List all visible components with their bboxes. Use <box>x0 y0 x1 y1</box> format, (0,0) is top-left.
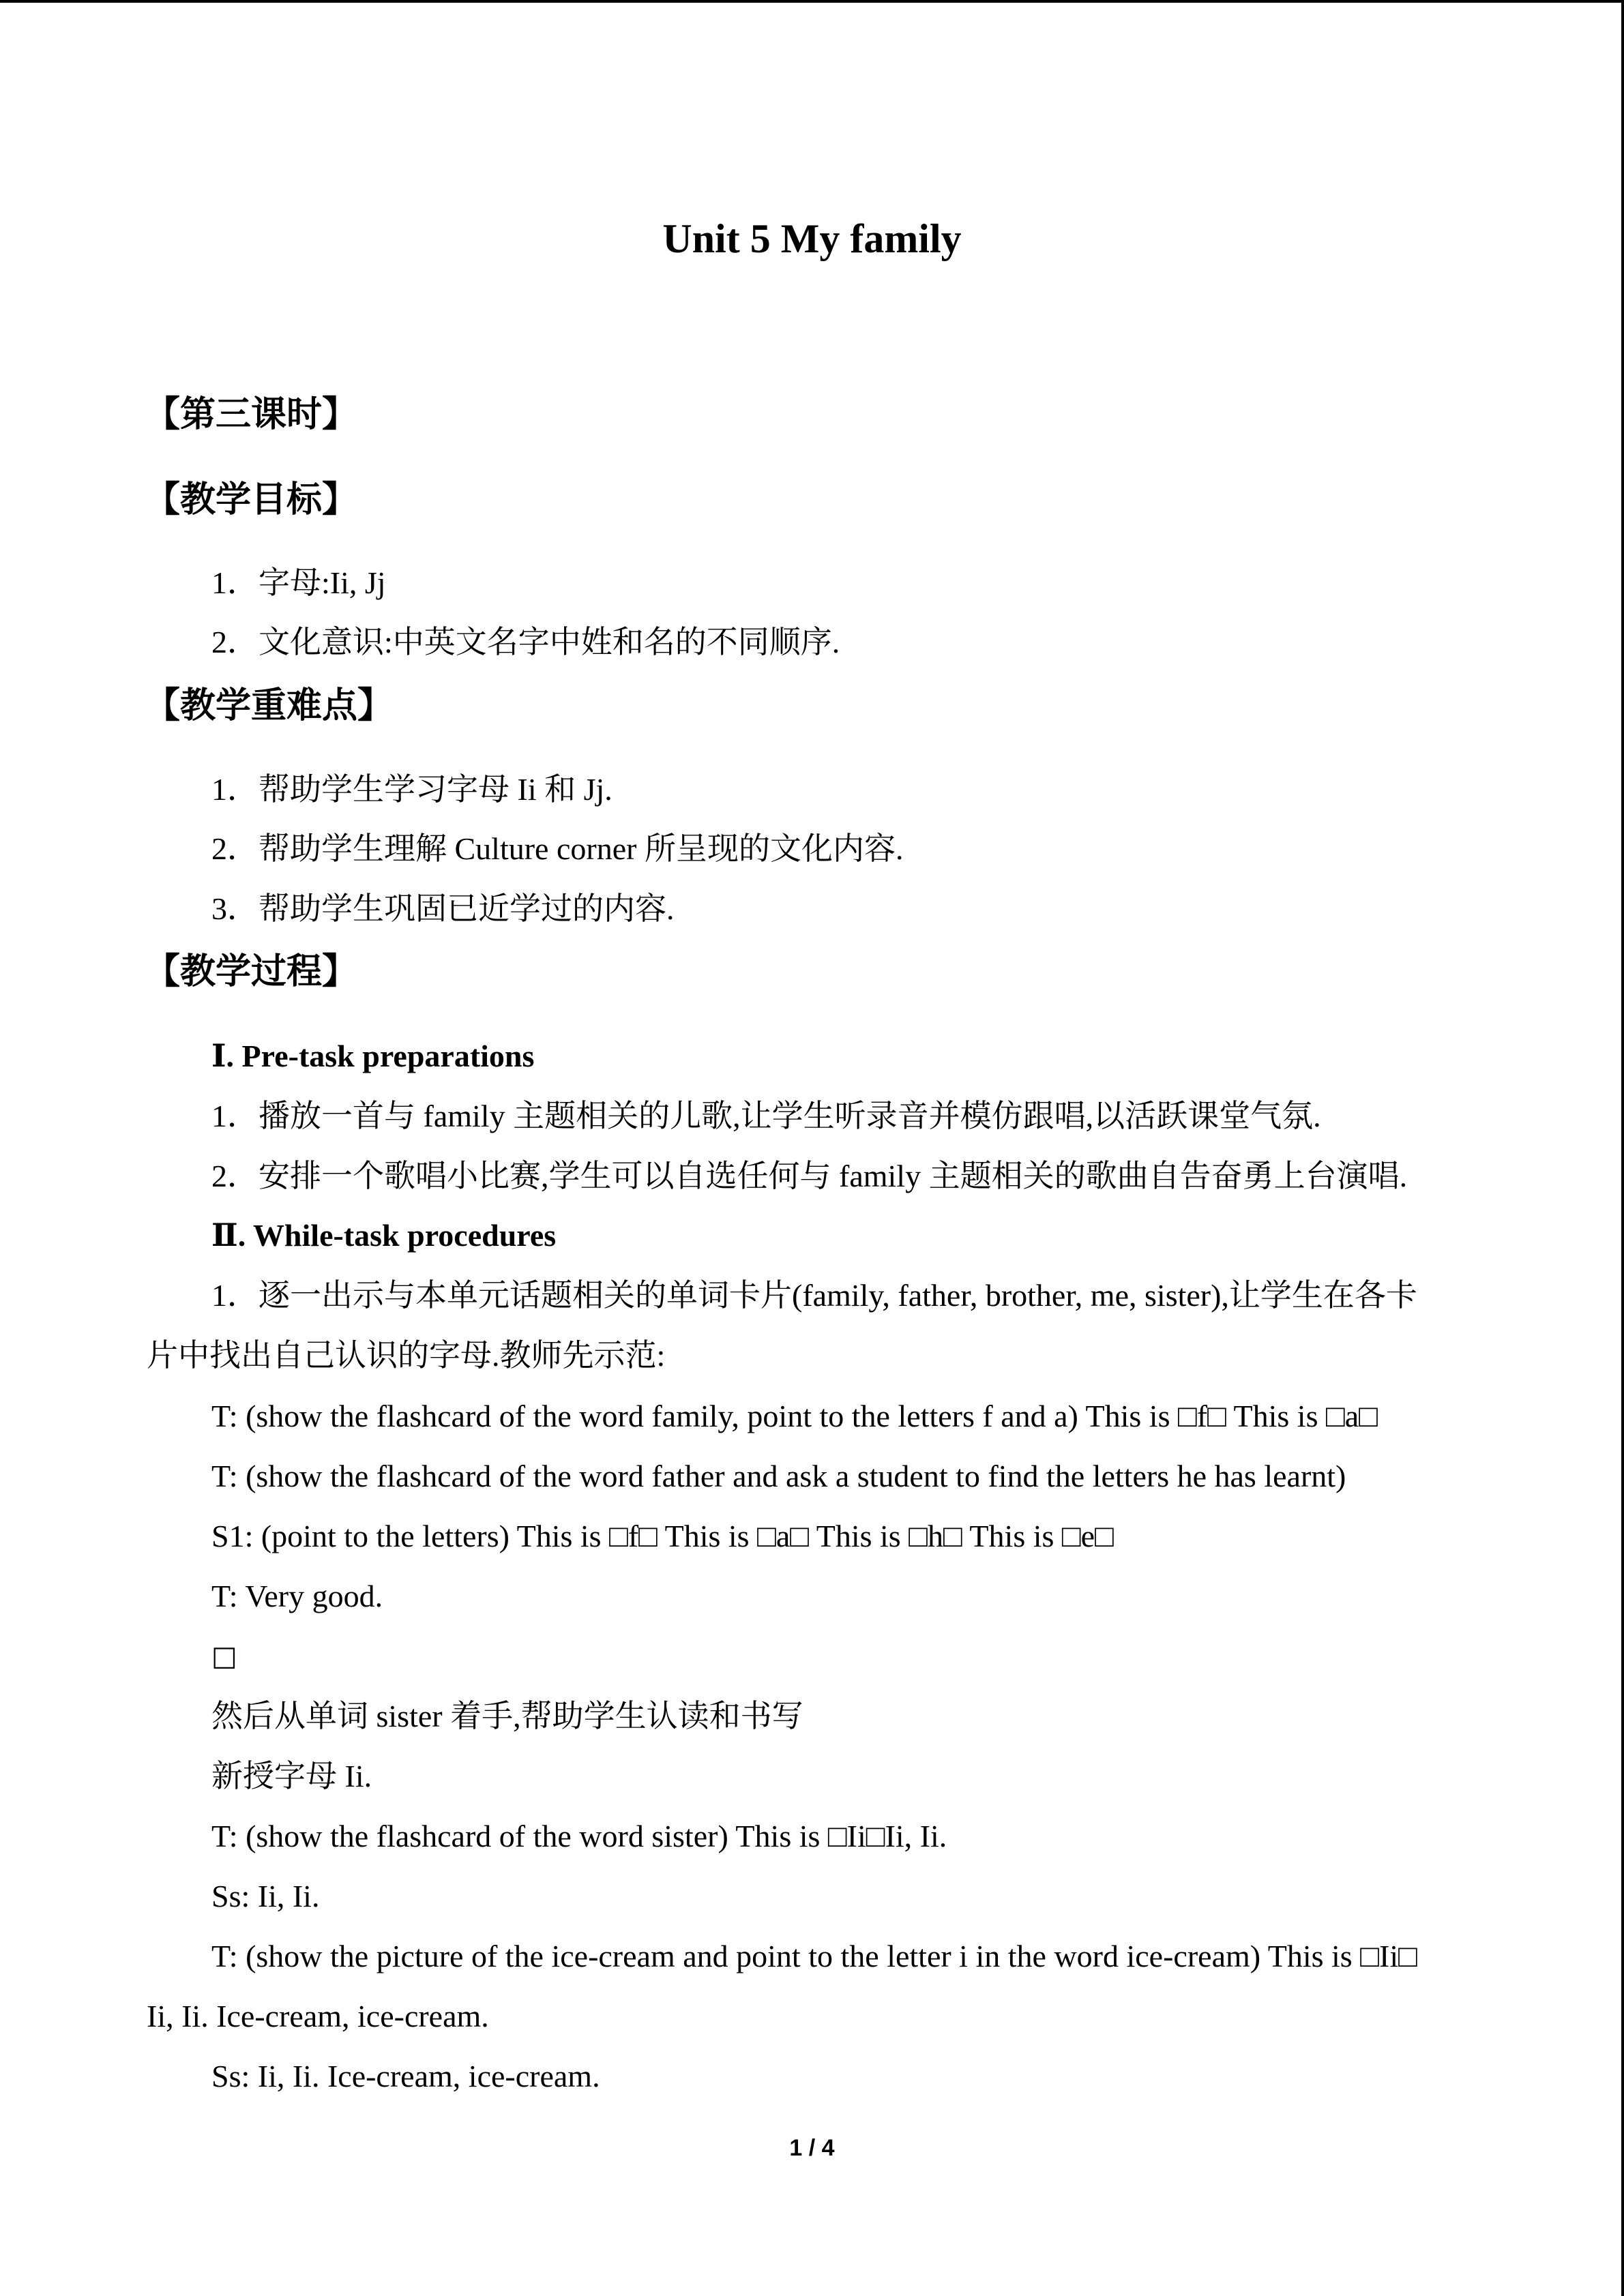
page-number: 1 / 4 <box>789 2135 835 2161</box>
section-heading-lesson: 【第三课时】 <box>145 394 358 435</box>
intro-line: 然后从单词 sister 着手,帮助学生认读和书写 <box>211 1699 803 1733</box>
dialogue-line: T: Very good. <box>211 1579 383 1613</box>
dialogue-line: Ss: Ii, Ii. Ice-cream, ice-cream. <box>211 2059 600 2093</box>
objective-item: 2．文化意识:中英文名字中姓和名的不同顺序. <box>211 625 840 659</box>
section-heading-key-points: 【教学重难点】 <box>145 685 394 726</box>
dialogue-line: Ss: Ii, Ii. <box>211 1879 320 1913</box>
intro-line: 新授字母 Ii. <box>211 1759 372 1793</box>
while-task-step-1: 1．逐一出示与本单元话题相关的单词卡片(family, father, brother, me, sister),让学生在各卡 <box>211 1278 1417 1313</box>
objective-item: 1．字母:Ii, Jj <box>211 565 386 600</box>
dialogue-line: S1: (point to the letters) This is □f□ This is □a□ This is □h□ This is □e□ <box>211 1519 1114 1553</box>
key-point-item: 3．帮助学生巩固已近学过的内容. <box>211 891 675 926</box>
dialogue-line: T: (show the flashcard of the word sister) This is □Ii□Ii, Ii. <box>211 1819 947 1853</box>
dialogue-line-continued: Ii, Ii. Ice-cream, ice-cream. <box>147 1999 489 2033</box>
while-task-heading: Ⅱ. While-task procedures <box>211 1218 557 1253</box>
pre-task-heading: Ⅰ. Pre-task preparations <box>211 1039 535 1073</box>
dialogue-line: T: (show the picture of the ice-cream and point to the letter i in the word ice-cream) This is □Ii□ <box>211 1939 1417 1973</box>
section-heading-process: 【教学过程】 <box>145 951 358 992</box>
dialogue-line: T: (show the flashcard of the word father and ask a student to find the letters he has learnt) <box>211 1459 1346 1493</box>
pre-task-item: 2．安排一个歌唱小比赛,学生可以自选任何与 family 主题相关的歌曲自告奋勇上台演唱. <box>211 1159 1408 1193</box>
section-heading-objectives: 【教学目标】 <box>145 479 358 520</box>
dialogue-line: T: (show the flashcard of the word family, point to the letters f and a) This is □f□ This is □a□ <box>211 1399 1378 1433</box>
key-point-item: 1．帮助学生学习字母 Ii 和 Jj. <box>211 772 612 807</box>
key-point-item: 2．帮助学生理解 Culture corner 所呈现的文化内容. <box>211 831 904 866</box>
pre-task-item: 1．播放一首与 family 主题相关的儿歌,让学生听录音并模仿跟唱,以活跃课堂气氛. <box>211 1099 1321 1133</box>
placeholder-box-icon: □ <box>211 1641 237 1672</box>
while-task-step-1-continued: 片中找出自己认识的字母.教师先示范: <box>147 1338 666 1373</box>
document-title: Unit 5 My family <box>662 216 962 261</box>
